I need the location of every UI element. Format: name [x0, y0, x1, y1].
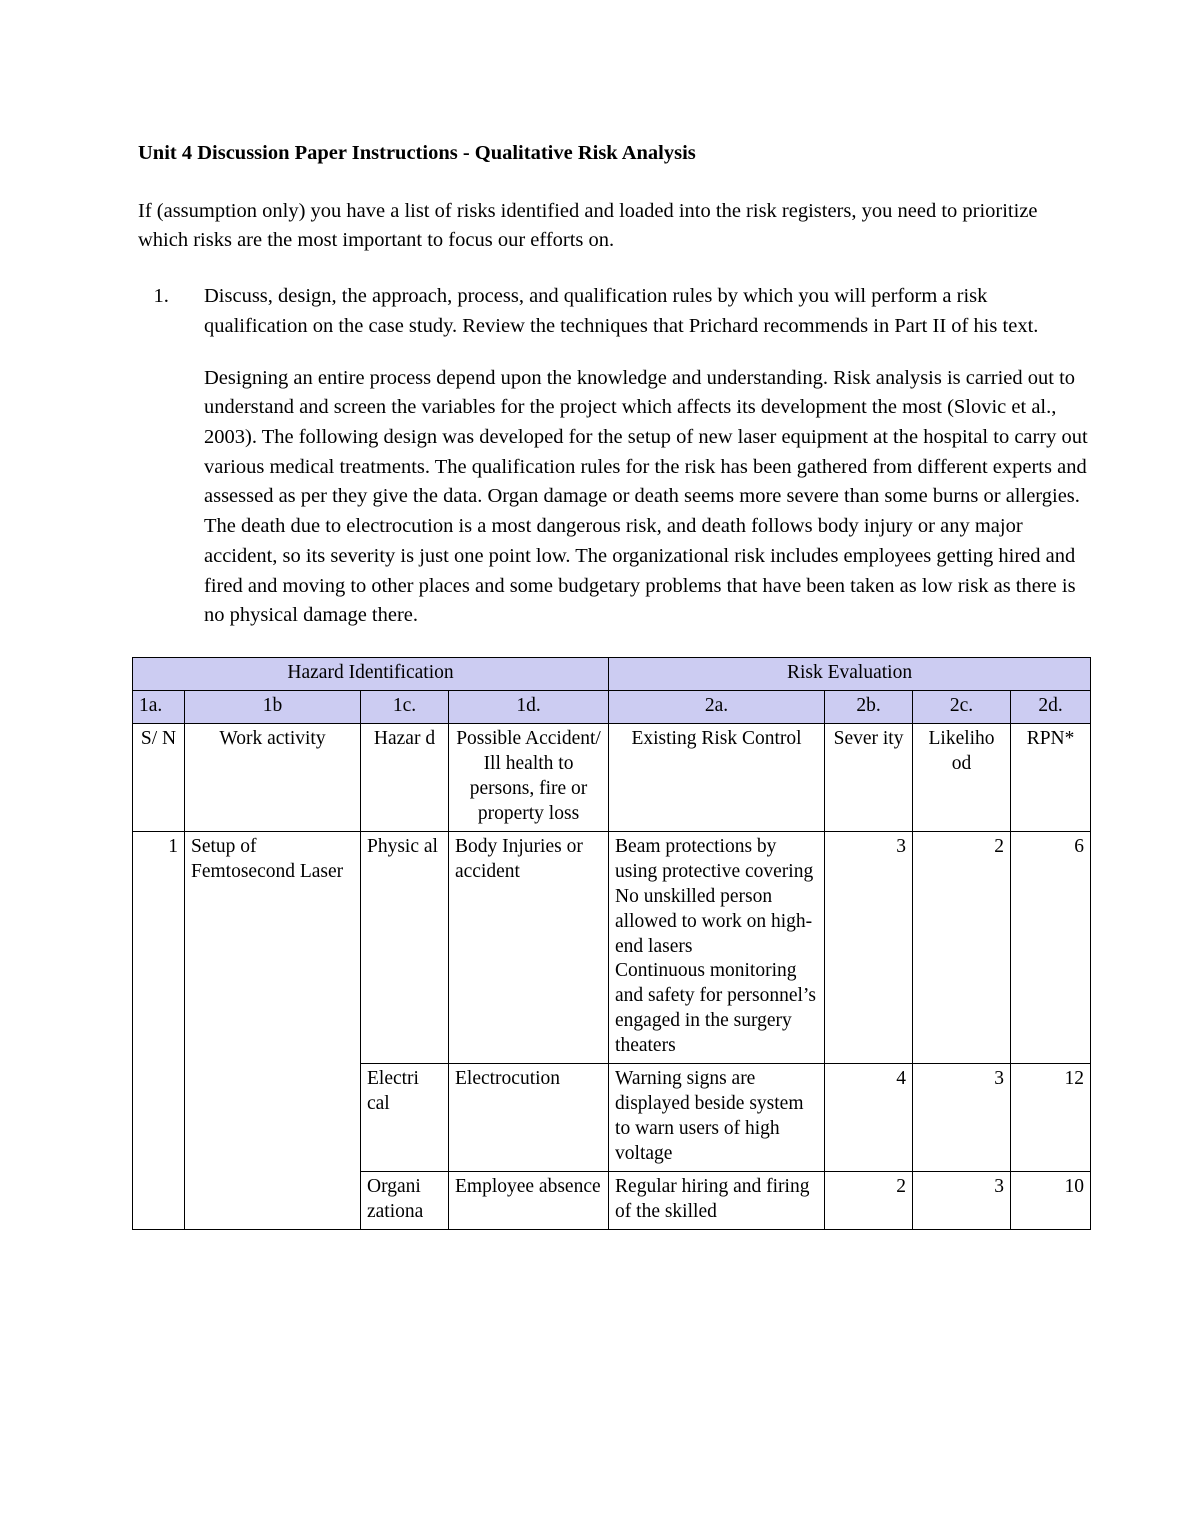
cell-likelihood: 3	[913, 1064, 1011, 1172]
cell-possible-accident: Body Injuries or accident	[449, 831, 609, 1064]
page-title: Unit 4 Discussion Paper Instructions - Qualitative Risk Analysis	[138, 142, 696, 164]
column-header-likelihood: Likeliho od	[913, 723, 1011, 831]
cell-likelihood: 2	[913, 831, 1011, 1064]
control-line: Regular hiring and firing of the skilled	[615, 1176, 810, 1223]
cell-severity: 3	[825, 831, 913, 1064]
cell-hazard: Organi zationa	[361, 1172, 449, 1230]
cell-hazard: Physic al	[361, 831, 449, 1064]
table-code-row	[133, 690, 1091, 723]
control-line: Beam protections by using protective covering	[615, 835, 814, 882]
cell-severity: 4	[825, 1064, 913, 1172]
column-header-sn: S/ N	[133, 723, 185, 831]
table-row	[133, 831, 1091, 1064]
column-header-severity: Sever ity	[825, 723, 913, 831]
cell-possible-accident: Electrocution	[449, 1064, 609, 1172]
code-cell-1a: 1a.	[133, 690, 185, 723]
code-cell-2c: 2c.	[913, 690, 1011, 723]
cell-work-activity: Setup of Femtosecond Laser	[185, 831, 361, 1229]
column-header-existing-risk-control: Existing Risk Control	[609, 723, 825, 831]
cell-possible-accident: Employee absence	[449, 1172, 609, 1230]
risk-analysis-table	[132, 657, 1091, 1230]
cell-severity: 2	[825, 1172, 913, 1230]
code-cell-2a: 2a.	[609, 690, 825, 723]
code-cell-2d: 2d.	[1011, 690, 1091, 723]
code-cell-1d: 1d.	[449, 690, 609, 723]
code-cell-2b: 2b.	[825, 690, 913, 723]
cell-rpn: 12	[1011, 1064, 1091, 1172]
column-header-possible-accident: Possible Accident/ Ill health to persons, fire or property loss	[449, 723, 609, 831]
cell-existing-control	[609, 1064, 825, 1172]
group-header-hazard-identification: Hazard Identification	[133, 657, 609, 690]
cell-rpn: 6	[1011, 831, 1091, 1064]
control-line: Continuous monitoring and safety for personnel’s engaged in the surgery theaters	[615, 960, 816, 1057]
list-item-text: Discuss, design, the approach, process, and qualification rules by which you will perform a risk qualification on the case study. Review the techniques that Prichard recommends in Part II of his text.	[204, 285, 1039, 337]
control-line: No unskilled person allowed to work on high-end lasers	[615, 885, 813, 957]
list-item	[174, 282, 1092, 631]
code-cell-1c: 1c.	[361, 690, 449, 723]
cell-likelihood: 3	[913, 1172, 1011, 1230]
control-line: Warning signs are displayed beside system to warn users of high voltage	[615, 1068, 804, 1165]
table-column-header-row	[133, 723, 1091, 831]
column-header-rpn: RPN*	[1011, 723, 1091, 831]
body-paragraph: Designing an entire process depend upon the knowledge and understanding. Risk analysis is carried out to understand and screen the variables for the project which affects its development the most (Slovic et al., 2003). The following design was developed for the setup of new laser equipment at the hospital to carry out various medical treatments. The qualification rules for the risk has been gathered from different experts and assessed as per they give the data. Organ damage or death seems more severe than some burns or allergies. The death due to electrocution is a most dangerous risk, and death follows body injury or any major accident, so its severity is just one point low. The organizational risk includes employees getting hired and fired and moving to other places and some budgetary problems that have been taken as low risk as there is no physical damage there.	[204, 366, 1088, 627]
cell-hazard: Electri cal	[361, 1064, 449, 1172]
code-cell-1b: 1b	[185, 690, 361, 723]
cell-rpn: 10	[1011, 1172, 1091, 1230]
group-header-risk-evaluation: Risk Evaluation	[609, 657, 1091, 690]
column-header-hazard: Hazar d	[361, 723, 449, 831]
cell-existing-control	[609, 831, 825, 1064]
cell-sn: 1	[133, 831, 185, 1229]
column-header-work-activity: Work activity	[185, 723, 361, 831]
instruction-list	[138, 282, 1092, 631]
cell-existing-control	[609, 1172, 825, 1230]
table-group-header-row	[133, 657, 1091, 690]
intro-paragraph: If (assumption only) you have a list of risks identified and loaded into the risk registers, you need to prioritize which risks are the most important to focus our efforts on.	[138, 199, 1038, 252]
